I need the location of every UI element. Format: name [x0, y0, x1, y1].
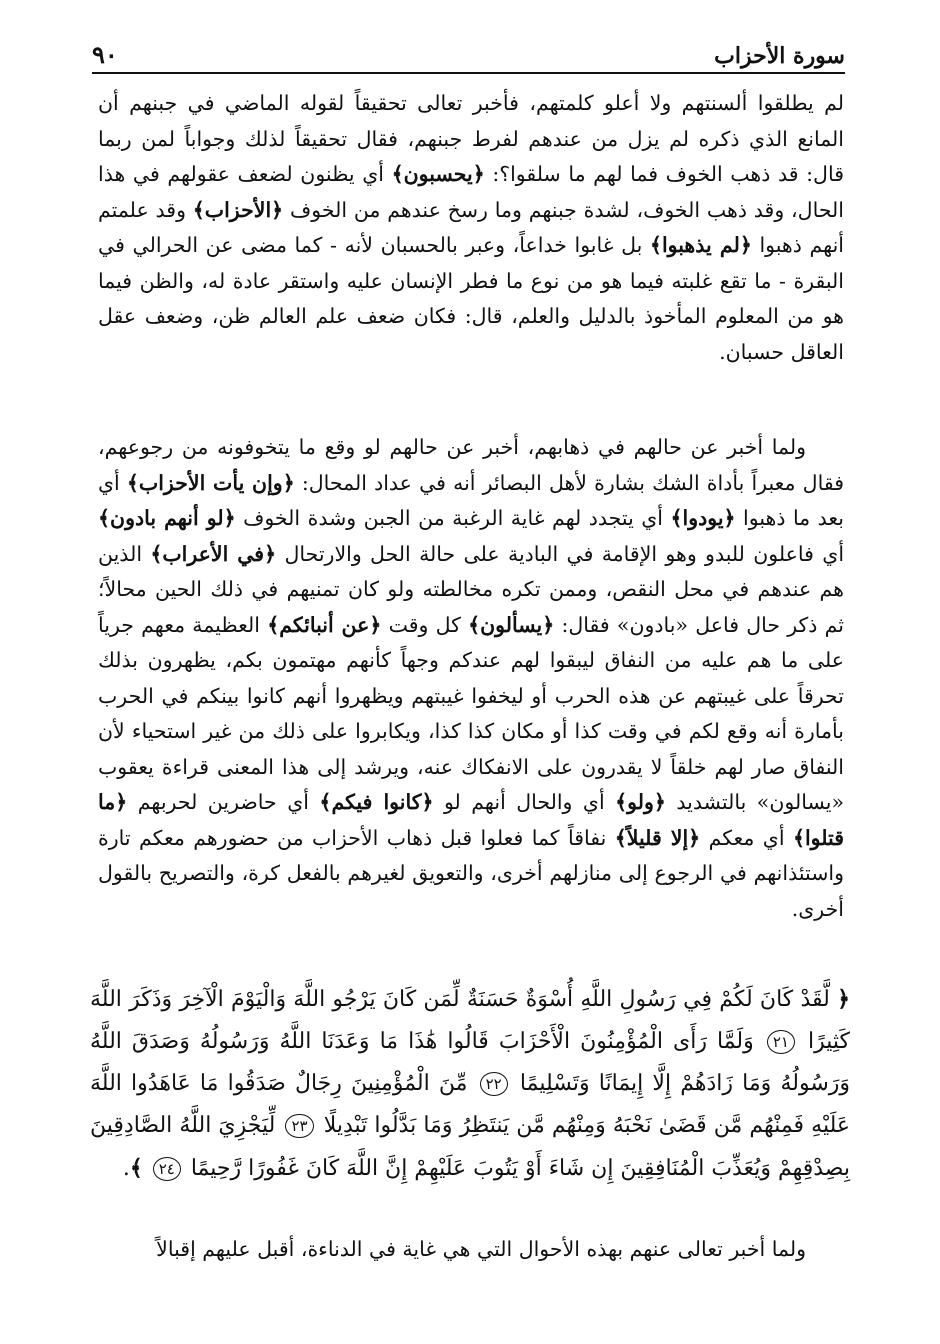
page-header [92, 38, 845, 74]
quran-verses-block [90, 978, 850, 1190]
text-run: أي فاعلون للبدو وهو الإقامة في البادية على حالة الحل والارتحال [276, 541, 845, 566]
ayah-number-21: ٢١ [767, 1030, 795, 1054]
text-run: لم يطلقوا ألسنتهم ولا أعلو كلمتهم، فأخبر تعالى تحقيقاً لقوله الماضي في جبنهم أن المانع الذي ذكره لم يزل من عندهم لفرط جبنهم، فقال تحقيقاً لذلك وجواباً لمن ربما قال: قد ذهب الخوف فما لهم ما سلقوا؟: [98, 91, 844, 186]
quran-quote: ﴿الأحزاب﴾ [192, 197, 284, 222]
paragraph-1 [98, 86, 844, 370]
page-number: ٩٠ [92, 40, 118, 69]
text-run: أي والحال أنهم لو [433, 790, 616, 814]
quran-quote: ﴿لم يذهبوا﴾ [649, 233, 752, 257]
verse-21: لَّقَدْ كَانَ لَكُمْ فِي رَسُولِ اللَّهِ أُسْوَةٌ حَسَنَةٌ لِّمَن كَانَ يَرْجُو اللَّهَ وَالْيَوْمَ الْآخِرَ وَذَكَرَ اللَّهَ كَثِيرًا [90, 987, 850, 1054]
verse-end-mark: . [122, 1156, 130, 1181]
text-run: أي يظنون لضعف عقولهم في هذا الحال، وقد ذهب الخوف، لشدة جبنهم وما رسخ عندهم من الخوف [98, 162, 844, 222]
text-run: أي يتجدد لهم غاية الرغبة من الجبن وشدة الخوف [235, 506, 671, 530]
quran-quote: ﴿وإن يأت الأحزاب﴾ [126, 470, 295, 495]
text-run: أي بعد ما ذهبوا [98, 470, 845, 530]
text-run: أي حاضرين لحربهم [127, 790, 320, 814]
ayah-number-24: ٢٤ [153, 1157, 181, 1181]
verse-24: لِّيَجْزِيَ اللَّهُ الصَّادِقِينَ بِصِدْقِهِمْ وَيُعَذِّبَ الْمُنَافِقِينَ إِن شَاءَ أَوْ يَتُوبَ عَلَيْهِمْ إِنَّ اللَّهَ كَانَ غَفُورًا رَّحِيمًا [90, 1113, 850, 1181]
text-run: ولما أخبر عن حالهم في ذهابهم، أخبر عن حالهم لو وقع ما يتخوفونه من رجوعهم، فقال معبراً بأداة الشك بشارة لأهل البصائر أنه في عداد المحال: [98, 435, 844, 495]
quran-quote: ﴿إلا قليلاً﴾ [614, 825, 701, 850]
quran-quote: ﴿عن أنبائكم﴾ [267, 612, 382, 637]
quran-quote: ﴿كانوا فيكم﴾ [319, 790, 434, 814]
verse-22: وَلَمَّا رَأَى الْمُؤْمِنُونَ الْأَحْزَابَ قَالُوا هَٰذَا مَا وَعَدَنَا اللَّهُ وَرَسُولُهُ وَصَدَقَ اللَّهُ وَرَسُولُهُ وَمَا زَادَهُمْ إِلَّا إِيمَانًا وَتَسْلِيمًا [90, 1029, 850, 1096]
quran-quote: ﴿يحسبون﴾ [391, 162, 485, 186]
text-run: كل وقت [381, 612, 469, 637]
text-run: أي معكم [700, 825, 793, 850]
ayah-number-23: ٢٣ [285, 1114, 313, 1138]
quran-quote: ﴿ولو﴾ [615, 790, 666, 814]
text-run: نفاقاً كما فعلوا قبل ذهاب الأحزاب من حضورهم معكم تارة واستئذانهم في الرجوع إلى منازلهم أخرى، والتعويق لغيرهم بالفعل كرة، والتصريح بالقول أخرى. [98, 825, 844, 921]
text-run: العظيمة معهم جرياً على ما هم عليه من النفاق ليبقوا لهم عندكم وجهاً كأنهم مهتمون بكم، يظهرون بذلك تحرقاً على غيبتهم عن هذه الحرب أو ليخفوا غيبتهم ويظهروا أنهم كانوا بينكم في الحرب بأمارة أنه وقع لكم في وقت كذا أو مكان كذا كذا، ويكابروا على ذلك من غير استحياء لأن النفاق صار لهم خلقاً لا يقدرون على الانفكاك عنه، ويرشد إلى هذا المعنى قراءة يعقوب «يسالون» بالتشديد [98, 612, 844, 814]
quran-quote: ﴿لو أنهم بادون﴾ [98, 506, 236, 530]
text-run: الذين هم عندهم في محل النقص، وممن تكره مخالطته ولو كان تمنيهم في ذلك الحين محالاً؛ ثم ذكر حال فاعل «بادون» فقال: [98, 541, 844, 637]
quran-quote: ﴿في الأعراب﴾ [150, 541, 277, 566]
text-run: وقد علمتم أنهم ذهبوا [98, 197, 844, 257]
surah-title: سورة الأحزاب [714, 43, 845, 69]
quran-quote: ﴿يسألون﴾ [468, 612, 555, 637]
text-run: بل غابوا خداعاً، وعبر بالحسبان لأنه - كما مضى عن الحرالي في البقرة - ما تقع غلبته فيما هو من نوع ما فطر الإنسان عليه واستقر عادة له، والظن فيما هو من المعلوم المأخوذ بالدليل والعلم، قال: فكان ضعف علم العالم ظن، وضعف عقل العاقل حسبان. [98, 233, 844, 364]
quran-quote: ﴿ما قتلوا﴾ [98, 790, 845, 850]
text-run: ولما أخبر تعالى عنهم بهذه الأحوال التي هي غاية في الدناءة، أقبل عليهم إقبالاً [156, 1237, 806, 1261]
verse-close-bracket: ﴾ [129, 1155, 143, 1181]
verse-open-bracket: ﴿ [837, 986, 850, 1012]
paragraph-2 [98, 430, 844, 927]
paragraph-4 [98, 1232, 844, 1268]
quran-quote: ﴿يودوا﴾ [670, 506, 736, 530]
verse-23: مِّنَ الْمُؤْمِنِينَ رِجَالٌ صَدَقُوا مَا عَاهَدُوا اللَّهَ عَلَيْهِ فَمِنْهُم مَّن قَضَىٰ نَحْبَهُ وَمِنْهُم مَّن يَنتَظِرُ وَمَا بَدَّلُوا تَبْدِيلًا [90, 1071, 851, 1138]
ayah-number-22: ٢٢ [480, 1072, 508, 1096]
